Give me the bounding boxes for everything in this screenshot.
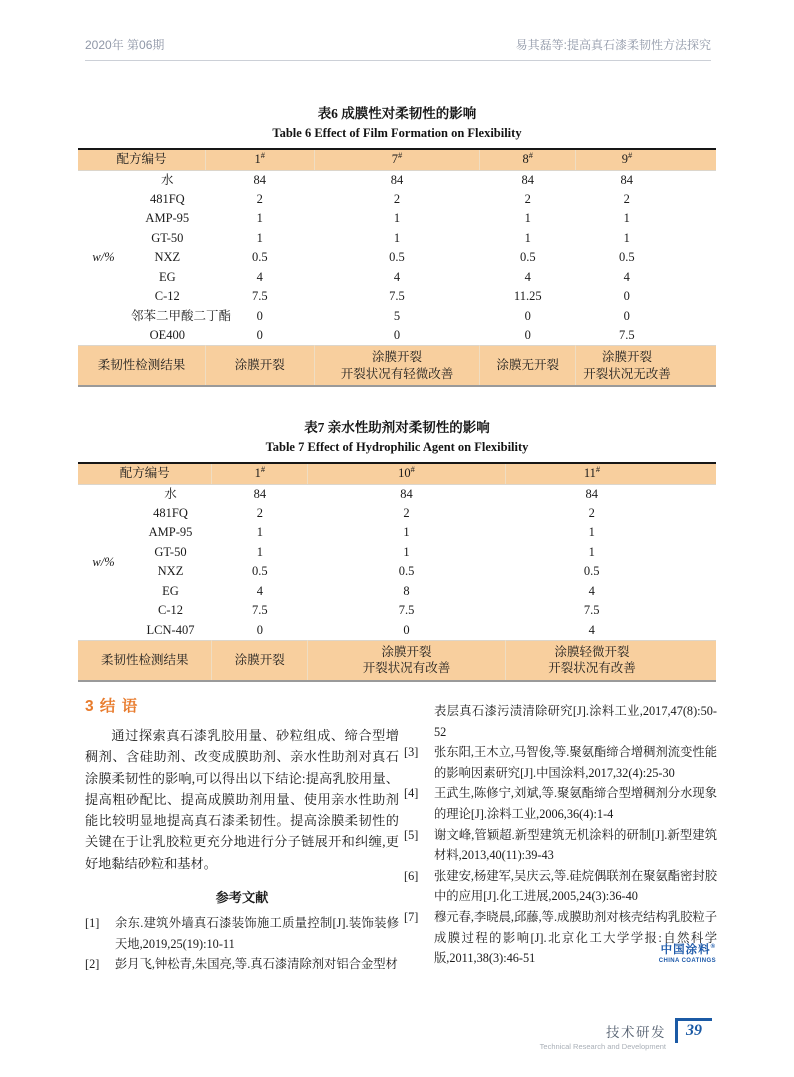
component-name: NXZ <box>154 250 181 265</box>
hash-superscript: # <box>528 150 533 161</box>
hash-superscript: # <box>628 150 633 161</box>
value-cell: 2 <box>256 505 263 520</box>
reference-item <box>85 913 399 954</box>
component-name: GT-50 <box>154 544 187 559</box>
reference-number: [2] <box>85 957 100 972</box>
publisher-logo-en: CHINA COATINGS <box>658 957 716 964</box>
reference-item <box>404 742 717 783</box>
value-cell: 1 <box>256 230 263 245</box>
footer-section-zh: 技术研发 <box>606 1025 666 1040</box>
table-body <box>78 484 716 681</box>
table-row <box>78 268 716 288</box>
table-row <box>78 484 716 504</box>
table-row <box>78 504 716 524</box>
value-cell: 0 <box>393 328 401 342</box>
result-row <box>78 346 716 387</box>
reference-text: 余东.建筑外墙真石漆装饰施工质量控制[J].装饰装修天地,2019,25(19):10-11 <box>115 916 399 951</box>
registered-mark-icon: ® <box>710 944 716 951</box>
table7 <box>78 462 716 682</box>
value-cell: 0 <box>524 328 531 342</box>
table-row <box>78 582 716 602</box>
value-cell: 0 <box>256 622 263 637</box>
table-row <box>78 523 716 543</box>
table-row <box>78 190 716 210</box>
table6-title-en: Table 6 Effect of Film Formation on Flexibility <box>272 126 522 140</box>
component-name: C-12 <box>158 603 183 618</box>
result-row <box>78 640 716 681</box>
table-head <box>78 463 716 484</box>
component-name: AMP-95 <box>145 211 190 226</box>
reference-item <box>404 866 717 907</box>
formula-id-label: 配方编号 <box>78 463 212 484</box>
value-cell: 0 <box>524 308 531 323</box>
component-name: 481FQ <box>149 191 185 206</box>
value-cell: 1 <box>524 230 531 245</box>
value-cell: 1 <box>393 230 401 245</box>
conclusion-heading: 3 结 语 <box>85 698 139 715</box>
header-issue: 2020年 第06期 <box>85 38 165 52</box>
column-header: 10# <box>308 463 506 484</box>
value-cell: 1 <box>403 525 410 540</box>
column-header: 7# <box>314 149 480 170</box>
table-row <box>78 209 716 229</box>
result-cell: 涂膜开裂 开裂状况有改善 <box>308 640 506 681</box>
value-cell: 7.5 <box>252 603 268 618</box>
hash-superscript: # <box>397 150 403 161</box>
value-cell: 0.5 <box>251 250 268 265</box>
value-cell: 1 <box>403 544 410 559</box>
value-cell: 7.5 <box>398 603 415 618</box>
value-cell: 1 <box>623 230 630 245</box>
hash-superscript: # <box>595 464 601 475</box>
value-cell: 1 <box>256 211 263 226</box>
column-header: 9# <box>576 149 716 170</box>
publisher-logo <box>598 944 716 964</box>
table6-title-zh: 表6 成膜性对柔韧性的影响 <box>317 106 477 121</box>
component-name: EG <box>162 583 179 598</box>
component-name: LCN-407 <box>146 622 195 637</box>
table-header-row <box>78 149 716 170</box>
value-cell: 84 <box>253 172 267 187</box>
table-row <box>78 562 716 582</box>
page-footer <box>540 1018 712 1051</box>
table-row <box>78 543 716 563</box>
reference-continuation: 表层真石漆污渍清除研究[J].涂料工业,2017,47(8):50-52 <box>434 704 717 739</box>
value-cell: 1 <box>256 525 263 540</box>
page-number-box <box>675 1018 712 1043</box>
table-row <box>78 326 716 346</box>
references-heading: 参考文献 <box>215 890 269 906</box>
value-cell: 4 <box>623 269 630 284</box>
value-cell: 4 <box>588 622 595 637</box>
value-cell: 0.5 <box>618 250 635 265</box>
value-cell: 2 <box>588 505 595 520</box>
hash-superscript: # <box>260 150 266 161</box>
component-name: 水 <box>164 486 177 501</box>
result-cell: 涂膜无开裂 <box>480 346 576 387</box>
value-cell: 2 <box>403 505 410 520</box>
table-row <box>78 307 716 327</box>
conclusion-paragraph: 通过探索真石漆乳胶用量、砂粒组成、缔合型增稠剂、含硅助剂、改变成膜助剂、亲水性助剂对真石涂膜柔韧性的影响,可以得出以下结论:提高乳胶用量、提高粗砂配比、提高成膜助剂用量、使用亲水性助剂能比较明显地提高真石漆柔韧性。提高涂膜柔韧性的关键在于让乳胶粒更充分地进行分子链展开和纠缠,更好地黏结砂粒和基材。 <box>85 728 399 871</box>
component-name: EG <box>158 269 176 284</box>
component-name: 邻苯二甲酸二丁酯 <box>131 308 232 323</box>
formula-id-label: 配方编号 <box>78 149 206 170</box>
table7-title-zh: 表7 亲水性助剂对柔韧性的影响 <box>304 420 490 435</box>
value-cell: 0 <box>256 308 263 323</box>
result-cell: 涂膜开裂 开裂状况有轻微改善 <box>314 346 480 387</box>
table-header-row <box>78 463 716 484</box>
value-cell: 4 <box>256 583 263 598</box>
table6-block <box>78 102 716 387</box>
value-cell: 84 <box>585 486 598 501</box>
result-label: 柔韧性检测结果 <box>100 652 189 667</box>
footer-section <box>540 1018 666 1051</box>
mass-fraction-label: w/% <box>92 554 115 569</box>
result-label: 柔韧性检测结果 <box>97 358 186 373</box>
running-header <box>85 36 711 61</box>
column-header: 1# <box>206 149 314 170</box>
reference-text: 穆元春,李晓晨,邱藤,等.成膜助剂对核壳结构乳胶粒子成膜过程的影响[J].北京化工大学学报:自然科学版,2011,38(3):46-51 <box>434 909 717 966</box>
value-cell: 1 <box>524 211 531 226</box>
table-row <box>78 248 716 268</box>
component-name: 水 <box>161 172 174 187</box>
references-left-list <box>85 913 399 975</box>
result-cell: 涂膜开裂 <box>212 640 308 681</box>
publisher-logo-zh <box>598 944 716 957</box>
right-column <box>404 701 717 969</box>
reference-number: [4] <box>404 786 419 801</box>
reference-item <box>404 825 717 866</box>
value-cell: 84 <box>390 172 404 187</box>
value-cell: 2 <box>256 191 263 206</box>
value-cell: 4 <box>393 269 401 284</box>
page-number: 39 <box>686 1022 702 1039</box>
value-cell: 5 <box>393 308 401 323</box>
component-name: NXZ <box>157 564 184 579</box>
reference-number: [1] <box>85 916 100 931</box>
reference-text: 张东阳,王木立,马智俊,等.聚氨酯缔合增稠剂流变性能的影响因素研究[J].中国涂料,2017,32(4):25-30 <box>434 745 717 780</box>
value-cell: 8 <box>403 583 410 598</box>
left-column <box>85 694 399 975</box>
value-cell: 7.5 <box>618 328 635 342</box>
reference-number: [5] <box>404 827 419 842</box>
reference-text: 王武生,陈修宁,刘斌,等.聚氨酯缔合型增稠剂分水现象的理论[J].涂料工业,2006,36(4):1-4 <box>434 786 717 821</box>
component-name: 481FQ <box>153 505 188 520</box>
value-cell: 84 <box>521 172 534 187</box>
value-cell: 0.5 <box>389 250 405 265</box>
result-cell: 涂膜开裂 开裂状况无改善 <box>576 346 716 387</box>
reference-number: [3] <box>404 745 419 760</box>
value-cell: 2 <box>393 191 401 206</box>
value-cell: 0.5 <box>583 564 600 579</box>
value-cell: 0 <box>256 328 263 342</box>
value-cell: 0.5 <box>398 564 415 579</box>
hash-superscript: # <box>260 464 266 475</box>
value-cell: 1 <box>623 211 630 226</box>
value-cell: 84 <box>253 486 267 501</box>
table-body <box>78 170 716 386</box>
reference-text: 彭月飞,钟松青,朱国亮,等.真石漆清除剂对铝合金型材 <box>115 957 398 972</box>
value-cell: 1 <box>393 211 401 226</box>
value-cell: 84 <box>400 486 413 501</box>
column-header: 11# <box>505 463 716 484</box>
value-cell: 1 <box>588 525 595 540</box>
hash-superscript: # <box>410 464 415 475</box>
result-cell: 涂膜轻微开裂 开裂状况有改善 <box>505 640 716 681</box>
value-cell: 0 <box>623 289 630 304</box>
value-cell: 0 <box>623 308 630 323</box>
reference-number: [7] <box>404 909 419 924</box>
value-cell: 7.5 <box>583 603 600 618</box>
component-name: GT-50 <box>151 230 184 245</box>
value-cell: 0.5 <box>252 564 268 579</box>
reference-text: 谢文峰,管颖超.新型建筑无机涂料的研制[J].新型建筑材料,2013,40(11):39-43 <box>434 827 717 863</box>
value-cell: 2 <box>623 191 630 206</box>
table-row <box>78 601 716 621</box>
table-head <box>78 149 716 170</box>
value-cell: 4 <box>588 583 595 598</box>
header-article-title: 易其磊等:提高真石漆柔韧性方法探究 <box>515 38 711 52</box>
value-cell: 4 <box>256 269 263 284</box>
reference-number: [6] <box>404 868 419 883</box>
value-cell: 1 <box>588 544 595 559</box>
reference-text: 张建安,杨建军,吴庆云,等.硅烷偶联剂在聚氨酯密封胶中的应用[J].化工进展,2005,24(3):36-40 <box>434 868 717 904</box>
value-cell: 84 <box>620 172 634 187</box>
component-name: OE400 <box>149 328 186 342</box>
footer-section-en: Technical Research and Development <box>539 1042 666 1051</box>
mass-fraction-label: w/% <box>92 250 115 265</box>
brand-zh-text: 中国涂料 <box>660 944 711 956</box>
value-cell: 0.5 <box>519 250 536 265</box>
value-cell: 4 <box>524 269 531 284</box>
component-name: C-12 <box>154 289 180 304</box>
table-row <box>78 287 716 307</box>
table-row <box>78 170 716 190</box>
column-header: 1# <box>212 463 308 484</box>
table6 <box>78 148 716 387</box>
reference-item <box>85 954 399 975</box>
table-row <box>78 621 716 641</box>
value-cell: 0 <box>403 622 410 637</box>
value-cell: 11.25 <box>513 289 542 304</box>
table7-block <box>78 416 716 682</box>
result-cell: 涂膜开裂 <box>206 346 314 387</box>
value-cell: 1 <box>256 544 263 559</box>
value-cell: 2 <box>524 191 531 206</box>
reference-item <box>404 783 717 824</box>
component-name: AMP-95 <box>148 525 193 540</box>
value-cell: 7.5 <box>389 289 405 304</box>
column-header: 8# <box>480 149 576 170</box>
table-row <box>78 229 716 249</box>
table7-title-en: Table 7 Effect of Hydrophilic Agent on Flexibility <box>265 440 529 454</box>
value-cell: 7.5 <box>251 289 268 304</box>
references-right-list <box>404 742 717 969</box>
